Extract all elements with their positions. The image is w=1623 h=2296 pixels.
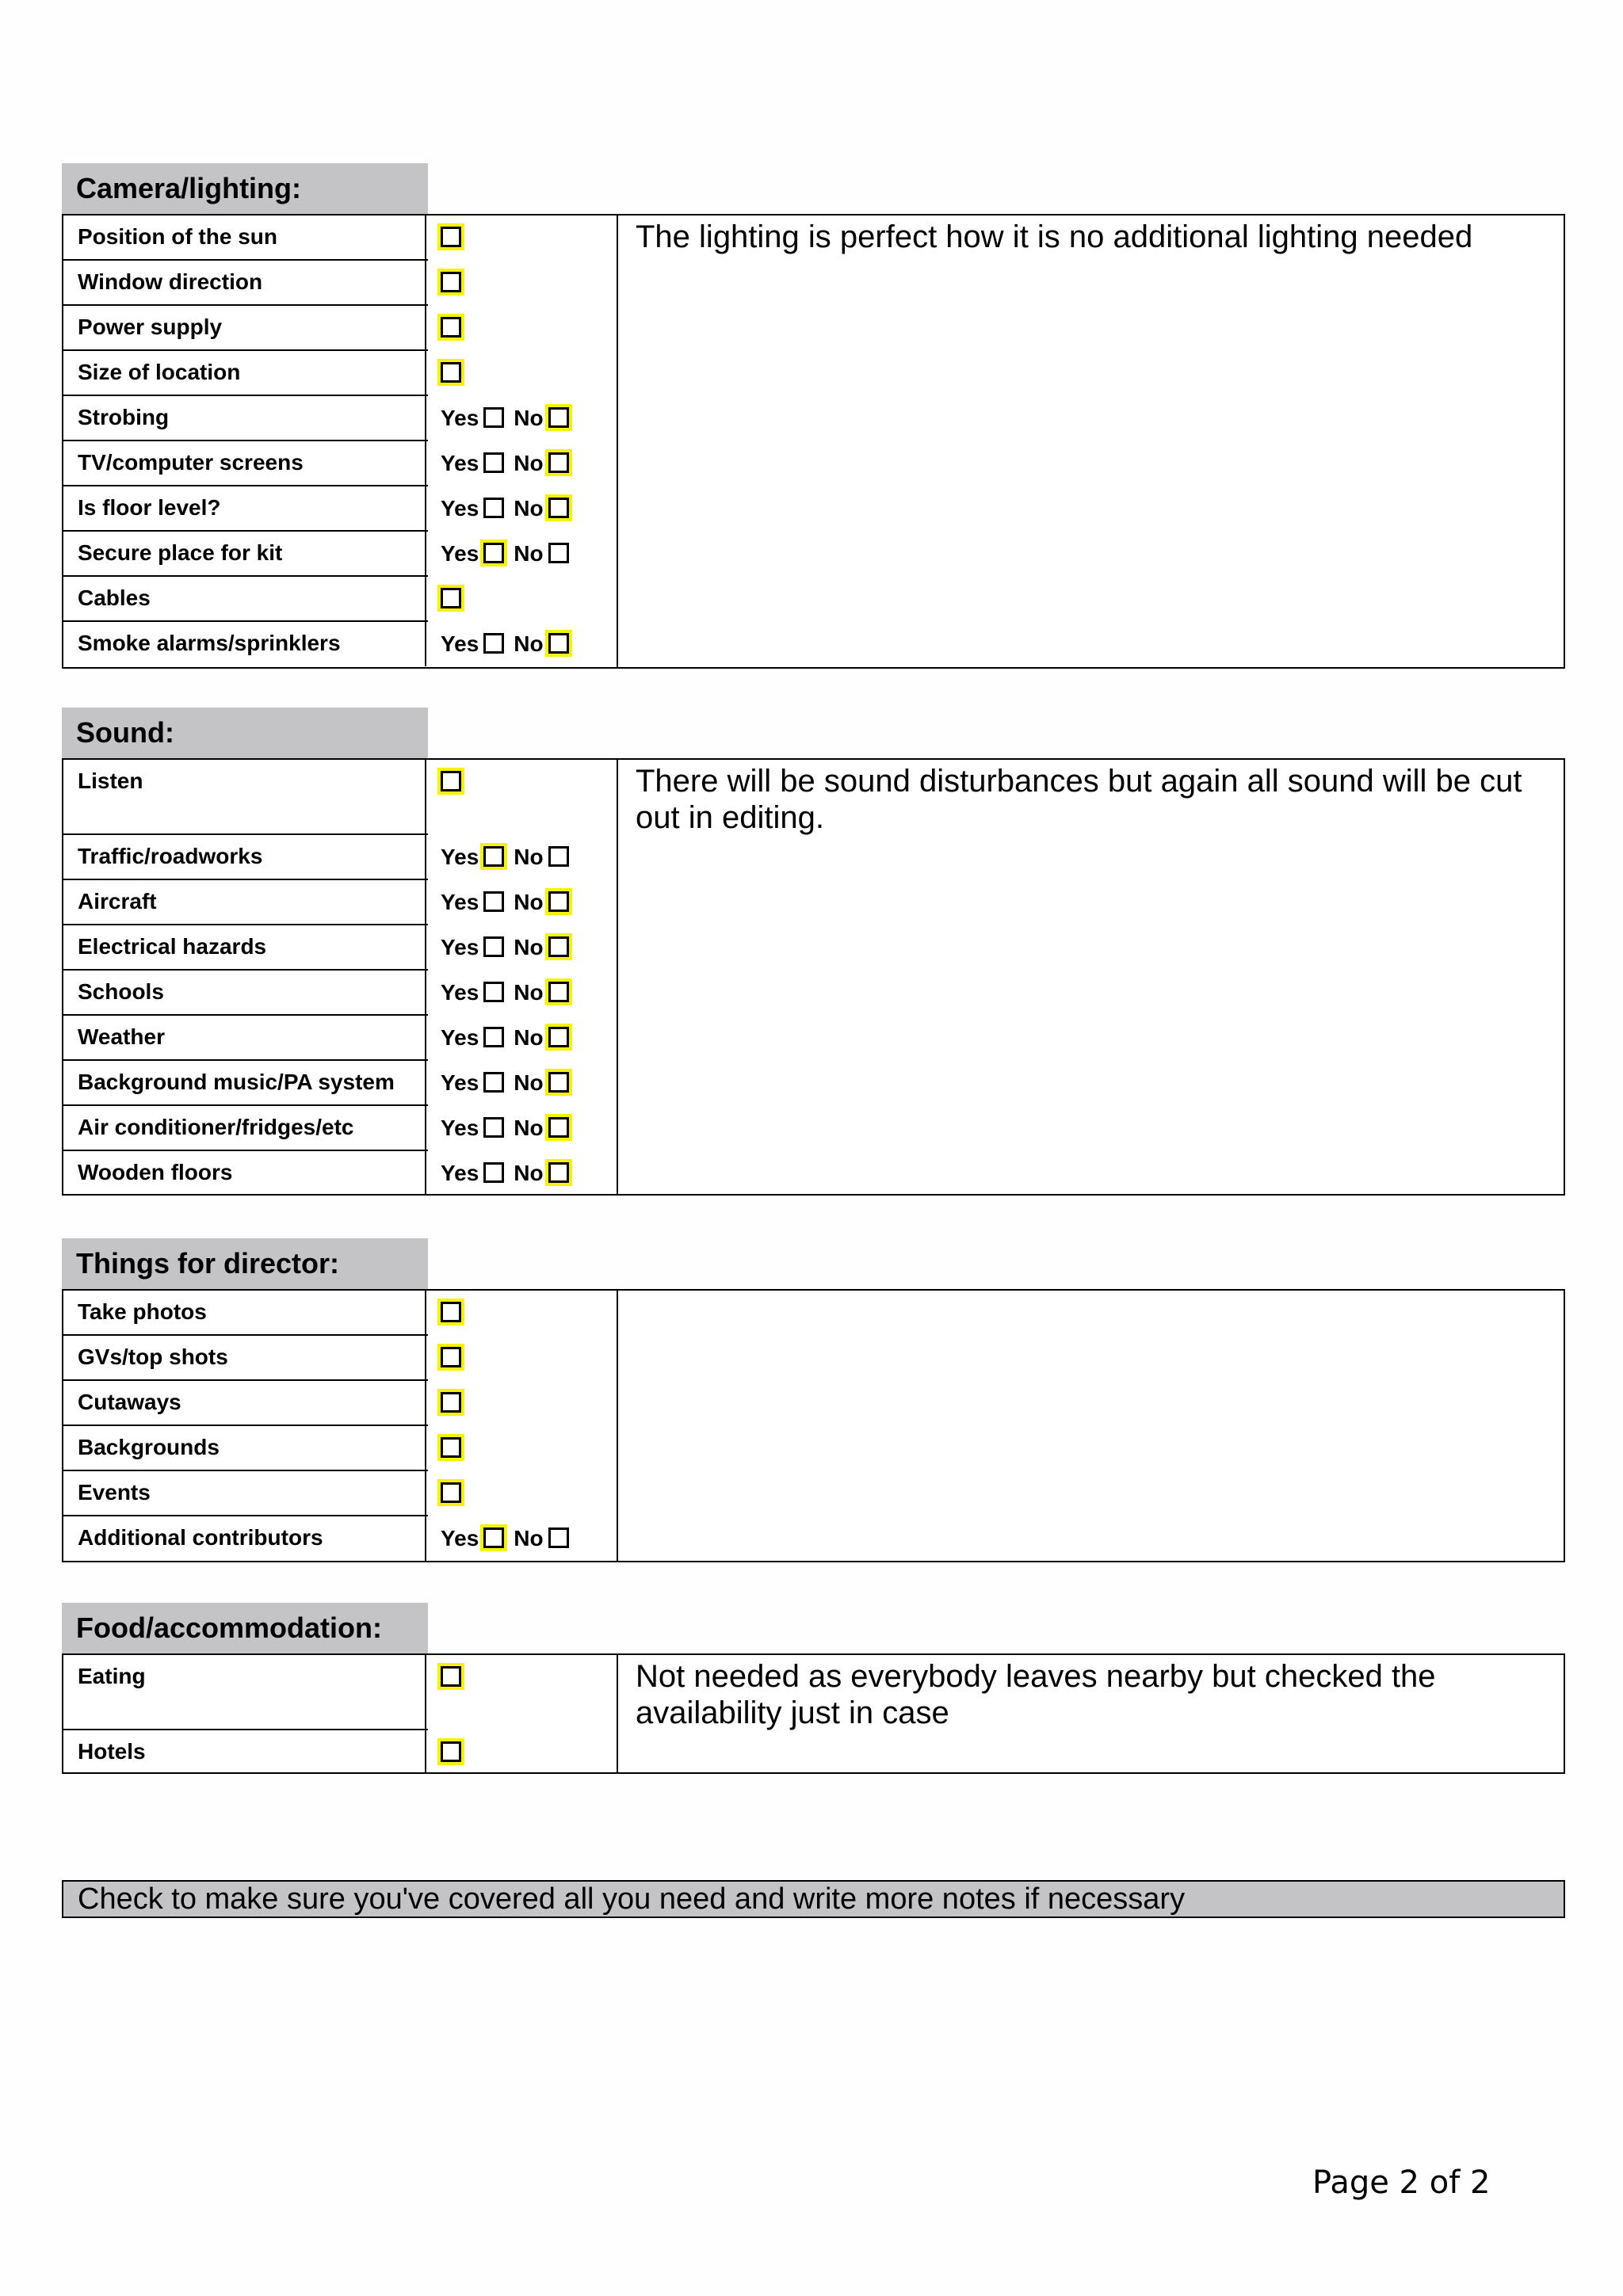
food-table: [62, 1653, 1565, 1774]
checklist-row: [63, 1291, 428, 1336]
section-title: Sound:: [62, 707, 428, 758]
checklist-row: [63, 306, 428, 351]
checkbox[interactable]: [441, 227, 461, 247]
checklist-row: [63, 1730, 428, 1774]
checkbox[interactable]: [441, 588, 461, 608]
food-notes[interactable]: Not needed as everybody leaves nearby but checked the availability just in case: [636, 1659, 1436, 1730]
row-options: [426, 261, 618, 304]
row-label: Electrical hazards: [63, 925, 426, 969]
row-options: [426, 1655, 618, 1729]
row-label: Eating: [63, 1655, 426, 1729]
row-label: Take photos: [63, 1291, 426, 1334]
checklist-row: [63, 880, 544, 925]
no-label: No: [514, 1025, 544, 1050]
yes-checkbox[interactable]: [483, 936, 504, 957]
no-label: No: [514, 980, 544, 1005]
row-label: Backgrounds: [63, 1426, 426, 1470]
yes-checkbox[interactable]: [483, 846, 504, 867]
checkbox[interactable]: [441, 1482, 461, 1503]
checkbox[interactable]: [441, 272, 461, 292]
checklist-row: [63, 1151, 544, 1195]
row-label: GVs/top shots: [63, 1336, 426, 1379]
no-checkbox[interactable]: [548, 1072, 569, 1093]
checkbox[interactable]: [441, 1437, 461, 1458]
no-checkbox[interactable]: [548, 936, 569, 957]
checklist-row: [63, 925, 544, 971]
row-label: Background music/PA system: [63, 1061, 426, 1104]
yes-label: Yes: [441, 1070, 479, 1095]
yes-checkbox[interactable]: [483, 1162, 504, 1183]
food-rows: [63, 1655, 428, 1774]
row-label: Size of location: [63, 351, 426, 395]
row-label: Window direction: [63, 261, 426, 304]
yes-label: Yes: [441, 631, 479, 656]
row-options: [426, 925, 618, 969]
row-options: [426, 306, 618, 349]
row-label: Strobing: [63, 396, 426, 440]
camera-rows: [63, 215, 544, 666]
checklist-row: [63, 1655, 428, 1730]
checklist-row: [63, 1016, 544, 1061]
row-label: Weather: [63, 1016, 426, 1059]
no-checkbox[interactable]: [548, 498, 569, 518]
page-number: Page 2 of 2: [1312, 2164, 1491, 2201]
row-options: [426, 1061, 618, 1104]
no-label: No: [514, 1070, 544, 1095]
checklist-row: [63, 486, 544, 532]
row-options: [426, 1381, 618, 1425]
checklist-row: [63, 1061, 544, 1106]
row-label: Additional contributors: [63, 1516, 426, 1561]
director-notes[interactable]: [636, 1291, 1555, 1294]
yes-checkbox[interactable]: [483, 498, 504, 518]
row-label: Power supply: [63, 306, 426, 349]
yes-label: Yes: [441, 980, 479, 1005]
no-label: No: [514, 935, 544, 959]
director-table: [62, 1289, 1565, 1562]
checklist-row: [63, 622, 544, 666]
row-options: [426, 1516, 618, 1561]
checkbox[interactable]: [441, 1302, 461, 1322]
checklist-row: [63, 577, 428, 622]
yes-checkbox[interactable]: [483, 1072, 504, 1093]
yes-label: Yes: [441, 935, 479, 959]
row-label: Listen: [63, 760, 426, 833]
row-label: Position of the sun: [63, 215, 426, 259]
row-label: Hotels: [63, 1730, 426, 1774]
row-options: [426, 622, 618, 666]
yes-checkbox[interactable]: [483, 543, 504, 563]
footer-reminder: Check to make sure you've covered all you need and write more notes if necessary: [62, 1880, 1565, 1918]
row-options: [426, 1471, 618, 1515]
row-label: Is floor level?: [63, 486, 426, 530]
row-label: Cutaways: [63, 1381, 426, 1425]
row-label: Smoke alarms/sprinklers: [63, 622, 426, 666]
yes-label: Yes: [441, 541, 479, 566]
row-options: [426, 1426, 618, 1470]
no-checkbox[interactable]: [548, 846, 569, 867]
yes-checkbox[interactable]: [483, 1117, 504, 1138]
yes-label: Yes: [441, 845, 479, 869]
row-options: [426, 1016, 618, 1059]
checkbox[interactable]: [441, 771, 461, 791]
row-label: TV/computer screens: [63, 441, 426, 485]
row-options: [426, 1106, 618, 1150]
yes-label: Yes: [441, 1116, 479, 1140]
row-label: Traffic/roadworks: [63, 835, 426, 879]
checklist-row: [63, 1106, 544, 1151]
yes-label: Yes: [441, 406, 479, 430]
no-label: No: [514, 845, 544, 869]
no-label: No: [514, 451, 544, 475]
checklist-row: [63, 351, 428, 396]
yes-checkbox[interactable]: [483, 452, 504, 473]
checklist-row: [63, 1336, 428, 1381]
yes-checkbox[interactable]: [483, 1527, 504, 1548]
no-label: No: [514, 541, 544, 566]
checklist-row: [63, 1471, 428, 1516]
row-options: [426, 880, 618, 924]
section-title: Things for director:: [62, 1238, 428, 1289]
row-options: [426, 835, 618, 879]
no-checkbox[interactable]: [548, 407, 569, 428]
yes-label: Yes: [441, 1025, 479, 1050]
no-checkbox[interactable]: [548, 543, 569, 563]
row-options: [426, 396, 618, 440]
no-label: No: [514, 1526, 544, 1550]
checkbox[interactable]: [441, 317, 461, 338]
no-label: No: [514, 406, 544, 430]
yes-checkbox[interactable]: [483, 407, 504, 428]
checklist-row: [63, 1426, 428, 1471]
row-options: [426, 441, 618, 485]
checkbox[interactable]: [441, 1347, 461, 1367]
camera-notes[interactable]: The lighting is perfect how it is no additional lighting needed: [636, 219, 1473, 254]
row-options: [426, 577, 618, 620]
checkbox[interactable]: [441, 362, 461, 383]
yes-label: Yes: [441, 496, 479, 521]
row-options: [426, 532, 618, 575]
row-options: [426, 1336, 618, 1379]
checkbox[interactable]: [441, 1392, 461, 1413]
row-options: [426, 351, 618, 395]
checkbox[interactable]: [441, 1666, 461, 1687]
section-title: Food/accommodation:: [62, 1603, 428, 1653]
yes-label: Yes: [441, 890, 479, 914]
sound-rows: [63, 760, 544, 1195]
no-checkbox[interactable]: [548, 1027, 569, 1047]
director-rows: [63, 1291, 544, 1561]
yes-checkbox[interactable]: [483, 633, 504, 654]
no-label: No: [514, 1161, 544, 1185]
no-label: No: [514, 1116, 544, 1140]
no-checkbox[interactable]: [548, 891, 569, 912]
row-options: [426, 760, 618, 833]
yes-label: Yes: [441, 1526, 479, 1550]
row-options: [426, 215, 618, 259]
row-label: Wooden floors: [63, 1151, 426, 1195]
row-options: [426, 1730, 618, 1774]
checklist-row: [63, 396, 544, 441]
section-title: Camera/lighting:: [62, 163, 428, 214]
checklist-row: [63, 1516, 544, 1561]
yes-checkbox[interactable]: [483, 891, 504, 912]
checklist-row: [63, 441, 544, 486]
checklist-row: [63, 835, 544, 880]
no-checkbox[interactable]: [548, 1117, 569, 1138]
checklist-row: [63, 532, 544, 577]
no-checkbox[interactable]: [548, 1527, 569, 1548]
row-options: [426, 971, 618, 1014]
sound-table: [62, 758, 1565, 1196]
no-label: No: [514, 631, 544, 656]
checklist-row: [63, 1381, 428, 1426]
yes-checkbox[interactable]: [483, 1027, 504, 1047]
checklist-row: [63, 261, 428, 306]
row-label: Schools: [63, 971, 426, 1014]
no-checkbox[interactable]: [548, 452, 569, 473]
yes-checkbox[interactable]: [483, 982, 504, 1002]
no-label: No: [514, 890, 544, 914]
checklist-row: [63, 971, 544, 1016]
camera-table: [62, 214, 1565, 669]
checkbox[interactable]: [441, 1741, 461, 1762]
yes-label: Yes: [441, 451, 479, 475]
no-checkbox[interactable]: [548, 633, 569, 654]
row-label: Cables: [63, 577, 426, 620]
row-label: Events: [63, 1471, 426, 1515]
no-checkbox[interactable]: [548, 1162, 569, 1183]
row-label: Air conditioner/fridges/etc: [63, 1106, 426, 1150]
no-label: No: [514, 496, 544, 521]
yes-label: Yes: [441, 1161, 479, 1185]
row-label: Aircraft: [63, 880, 426, 924]
row-options: [426, 1291, 618, 1334]
row-options: [426, 486, 618, 530]
no-checkbox[interactable]: [548, 982, 569, 1002]
row-options: [426, 1151, 618, 1195]
checklist-row: [63, 760, 428, 835]
row-label: Secure place for kit: [63, 532, 426, 575]
checklist-row: [63, 215, 428, 261]
sound-notes[interactable]: There will be sound disturbances but again all sound will be cut out in editing.: [636, 764, 1522, 835]
